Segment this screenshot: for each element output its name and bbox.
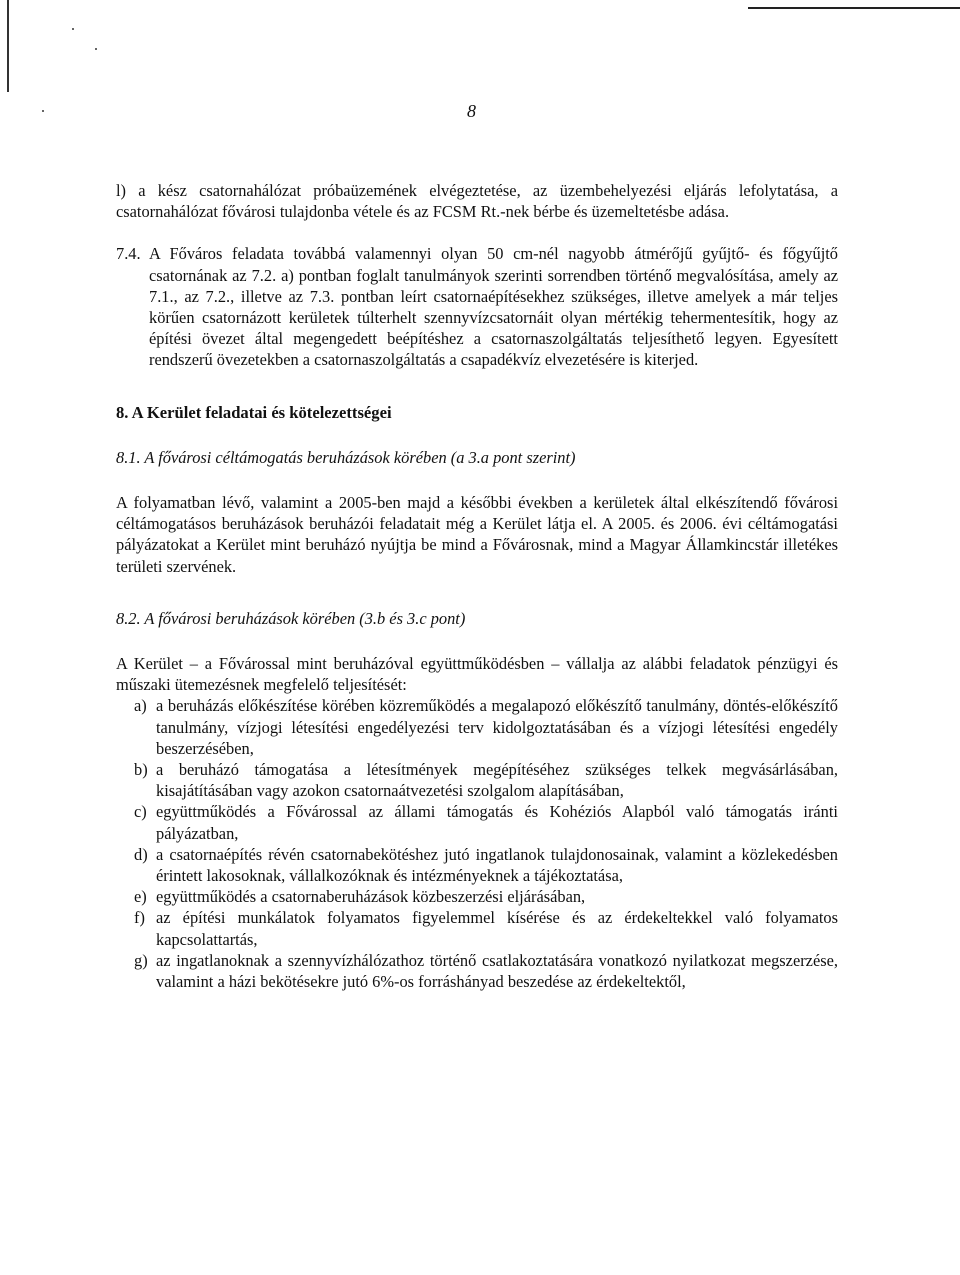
list-item bbox=[134, 844, 838, 886]
list-item-label: e) bbox=[134, 887, 147, 907]
list-item-text: a beruházó támogatása a létesítmények megépítéséhez szükséges telkek megvásárlásában, kisajátításában vagy azokon csatornaátvezetési szolgalom alapításában, bbox=[156, 760, 838, 801]
list-item bbox=[134, 801, 838, 843]
scan-speck bbox=[42, 110, 44, 112]
left-margin-rule bbox=[7, 0, 9, 92]
list-item-text: együttműködés a csatornaberuházások közbeszerzési eljárásában, bbox=[156, 887, 586, 907]
list-item-label: a) bbox=[134, 696, 147, 716]
list-item bbox=[134, 886, 838, 907]
list-item-text: együttműködés a Fővárossal az állami támogatás és Kohéziós Alapból való támogatás iránti pályázatban, bbox=[156, 802, 838, 843]
list-item bbox=[134, 759, 838, 801]
top-rule bbox=[748, 7, 960, 9]
subheading-8-1: 8.1. A fővárosi céltámogatás beruházások körében (a 3.a pont szerint) bbox=[116, 447, 576, 467]
list-item bbox=[134, 695, 838, 759]
list-item-label: c) bbox=[134, 802, 147, 822]
scan-speck bbox=[72, 28, 74, 30]
paragraph-l: l) a kész csatornahálózat próbaüzemének elvégeztetése, az üzembehelyezési eljárás lefolytatása, a csatornahálózat fővárosi tulajdonba vétele és az FCSM Rt.-nek bérbe és üzemeltetésbe adása. bbox=[116, 181, 838, 222]
list-item-text: a beruházás előkészítése körében közreműködés a megalapozó előkészítő tanulmány, döntés-előkészítő tanulmány, vízjogi létesítési engedélyezési terv kidolgoztatásában és a vízjogi létesítési engedély beszerzésében, bbox=[156, 696, 838, 758]
list-item bbox=[134, 907, 838, 949]
list-item-text: a csatornaépítés révén csatornabekötéshez jutó ingatlanok tulajdonosainak, valamint a közlekedésben érintett lakosoknak, vállalkozóknak és intézményeknek a tájékoztatása, bbox=[156, 844, 838, 886]
list-item-text: az ingatlanoknak a szennyvízhálózathoz történő csatlakoztatására vonatkozó nyilatkozat megszerzése, valamint a házi bekötésekre jutó 6%-os forráshányad beszedése az érdekeltektől, bbox=[156, 950, 838, 992]
scan-speck bbox=[95, 48, 97, 50]
paragraph-7-4 bbox=[116, 243, 838, 370]
subheading-8-2: 8.2. A fővárosi beruházások körében (3.b és 3.c pont) bbox=[116, 608, 466, 628]
paragraph-text: A Főváros feladata továbbá valamennyi olyan 50 cm-nél nagyobb átmérőjű gyűjtő- és főgyűjtő csatornának az 7.2. a) pontban foglalt tanulmányok szerinti sorrendben történő megvalósítása, amely az 7.1., az 7.2., illetve az 7.3. pontban leírt csatornaépítésekhez szükséges, illetve amelyek a már teljes körűen csatornázott kerületek túlterhelt szennyvízcsatornáit olyan mértékig tehermentesítik, hogy az építési övezet által megengedett beépítéshez a csatornaszolgáltatás teljesíthető legyen. Egyesített rendszerű övezetekben a csatornaszolgáltatás a csapadékvíz elvezetésére is kiterjed. bbox=[149, 244, 838, 370]
page-number: 8 bbox=[467, 101, 476, 121]
list-item-label: f) bbox=[134, 908, 145, 928]
list-item bbox=[134, 950, 838, 992]
paragraph-label: 7.4. bbox=[116, 244, 141, 264]
list-item-text: az építési munkálatok folyamatos figyelemmel kísérése és az érdekeltekkel való folyamatos kapcsolattartás, bbox=[156, 908, 838, 949]
list-item-label: b) bbox=[134, 760, 148, 780]
document-body bbox=[116, 180, 838, 992]
list-item-label: d) bbox=[134, 844, 148, 864]
list-item-label: g) bbox=[134, 950, 148, 970]
section-heading-8: 8. A Kerület feladatai és kötelezettségei bbox=[116, 402, 392, 422]
task-list bbox=[116, 695, 838, 992]
paragraph-8-1: A folyamatban lévő, valamint a 2005-ben majd a későbbi években a kerületek által elkészítendő fővárosi céltámogatásos beruházások beruházói feladatait még a Kerület látja el. A 2005. és 2006. évi céltámogatási pályázatokat a Kerület mint beruházó nyújtja be mind a Fővárosnak, mind a Magyar Államkincstár illetékes területi szervének. bbox=[116, 493, 838, 576]
paragraph-8-2: A Kerület – a Fővárossal mint beruházóval együttműködésben – vállalja az alábbi feladatok pénzügyi és műszaki ütemezésnek megfelelő teljesítését: bbox=[116, 654, 838, 695]
